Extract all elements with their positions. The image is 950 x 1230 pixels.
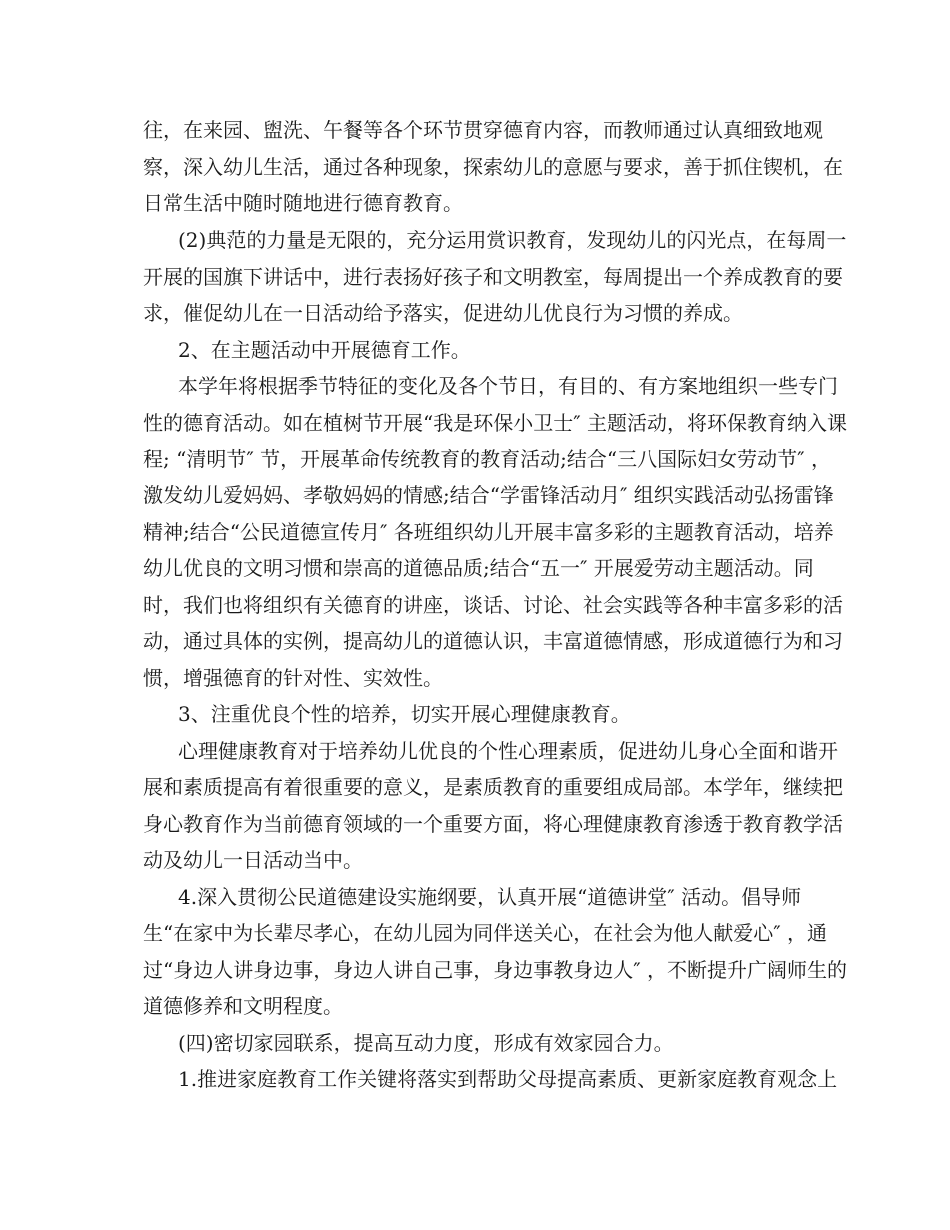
text-line: 精神;结合“公民道德宣传月″ 各班组织幼儿开展丰富多彩的主题教育活动，培养 <box>143 520 834 544</box>
text-line: 动，通过具体的实例，提高幼儿的道德认识，丰富道德情感，形成道德行为和习 <box>143 629 843 653</box>
section-heading: 2、在主题活动中开展德育工作。 <box>178 338 471 362</box>
paragraph-start: (2)典范的力量是无限的，充分运用赏识教育，发现幼儿的闪光点，在每周一 <box>178 228 847 252</box>
text-line: 时，我们也将组织有关德育的讲座，谈话、讨论、社会实践等各种丰富多彩的活 <box>143 593 843 617</box>
text-line: 生“在家中为长辈尽孝心，在幼儿园为同伴送关心，在社会为他人献爱心″ ，通 <box>143 921 828 945</box>
text-line: 道德修养和文明程度。 <box>143 994 343 1018</box>
paragraph-start: 本学年将根据季节特征的变化及各个节日，有目的、有方案地组织一些专门 <box>178 374 838 398</box>
text-line: 激发幼儿爱妈妈、孝敬妈妈的情感;结合“学雷锋活动月″ 组织实践活动弘扬雷锋 <box>143 483 834 507</box>
text-line: 展和素质提高有着很重要的意义，是素质教育的重要组成局部。本学年，继续把 <box>143 775 843 799</box>
text-line: 求，催促幼儿在一日活动给予落实，促进幼儿优良行为习惯的养成。 <box>143 301 743 325</box>
section-heading: 4.深入贯彻公民道德建设实施纲要，认真开展“道德讲堂″ 活动。倡导师 <box>178 885 802 909</box>
paragraph-start: 1.推进家庭教育工作关键将落实到帮助父母提高素质、更新家庭教育观念上 <box>178 1067 838 1091</box>
text-line: 动及幼儿一日活动当中。 <box>143 848 363 872</box>
text-line: 程; “清明节″ 节，开展革命传统教育的教育活动;结合“三八国际妇女劳动节″ ， <box>143 447 831 471</box>
paragraph-start: 心理健康教育对于培养幼儿优良的个性心理素质，促进幼儿身心全面和谐开 <box>178 739 838 763</box>
text-line: 开展的国旗下讲话中，进行表扬好孩子和文明教室，每周提出一个养成教育的要 <box>143 265 843 289</box>
text-line: 往，在来园、盥洗、午餐等各个环节贯穿德育内容，而教师通过认真细致地观 <box>143 118 823 142</box>
text-line: 幼儿优良的文明习惯和崇高的道德品质;结合“五一″ 开展爱劳动主题活动。同 <box>143 556 814 580</box>
text-line: 身心教育作为当前德育领域的一个重要方面，将心理健康教育渗透于教育教学活 <box>143 812 843 836</box>
text-line: 过“身边人讲身边事，身边人讲自己事，身边事教身边人″ ，不断提升广阔师生的 <box>143 958 848 982</box>
section-heading: 3、注重优良个性的培养，切实开展心理健康教育。 <box>178 702 631 726</box>
text-line: 日常生活中随时随地进行德育教育。 <box>143 191 463 215</box>
text-line: 察，深入幼儿生活，通过各种现象，探索幼儿的意愿与要求，善于抓住锲机，在 <box>143 155 843 179</box>
section-heading: (四)密切家园联系，提高互动力度，形成有效家园合力。 <box>178 1031 674 1055</box>
text-line: 性的德育活动。如在植树节开展“我是环保小卫士″ 主题活动，将环保教育纳入课 <box>143 411 848 435</box>
text-line: 惯，增强德育的针对性、实效性。 <box>143 666 443 690</box>
